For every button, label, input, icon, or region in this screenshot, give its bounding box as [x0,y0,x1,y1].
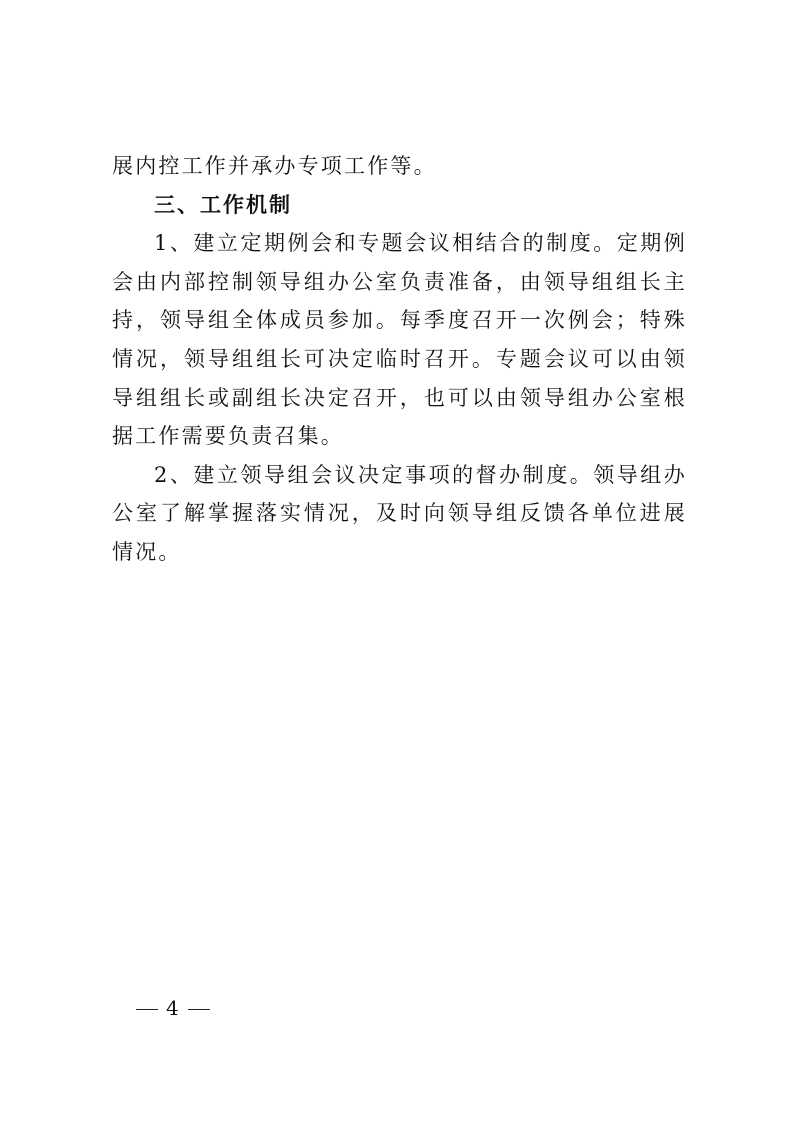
document-body [112,147,687,572]
paragraph-item-2: 2、建立领导组会议决定事项的督办制度。领导组办公室了解掌握落实情况，及时向领导组反馈各单位进展情况。 [112,462,687,564]
page-number: 4 [166,996,180,1020]
page-footer [128,996,218,1020]
dash-right-icon [188,1009,210,1010]
paragraph-item-1: 1、建立定期例会和专题会议相结合的制度。定期例会由内部控制领导组办公室负责准备，由领导组组长主持，领导组全体成员参加。每季度召开一次例会；特殊情况，领导组组长可决定临时召开。专题会议可以由领导组组长或副组长决定召开，也可以由领导组办公室根据工作需要负责召集。 [112,231,687,449]
section-heading: 三、工作机制 [154,192,292,217]
continuation-paragraph: 展内控工作并承办专项工作等。 [112,154,437,178]
dash-left-icon [136,1009,158,1010]
